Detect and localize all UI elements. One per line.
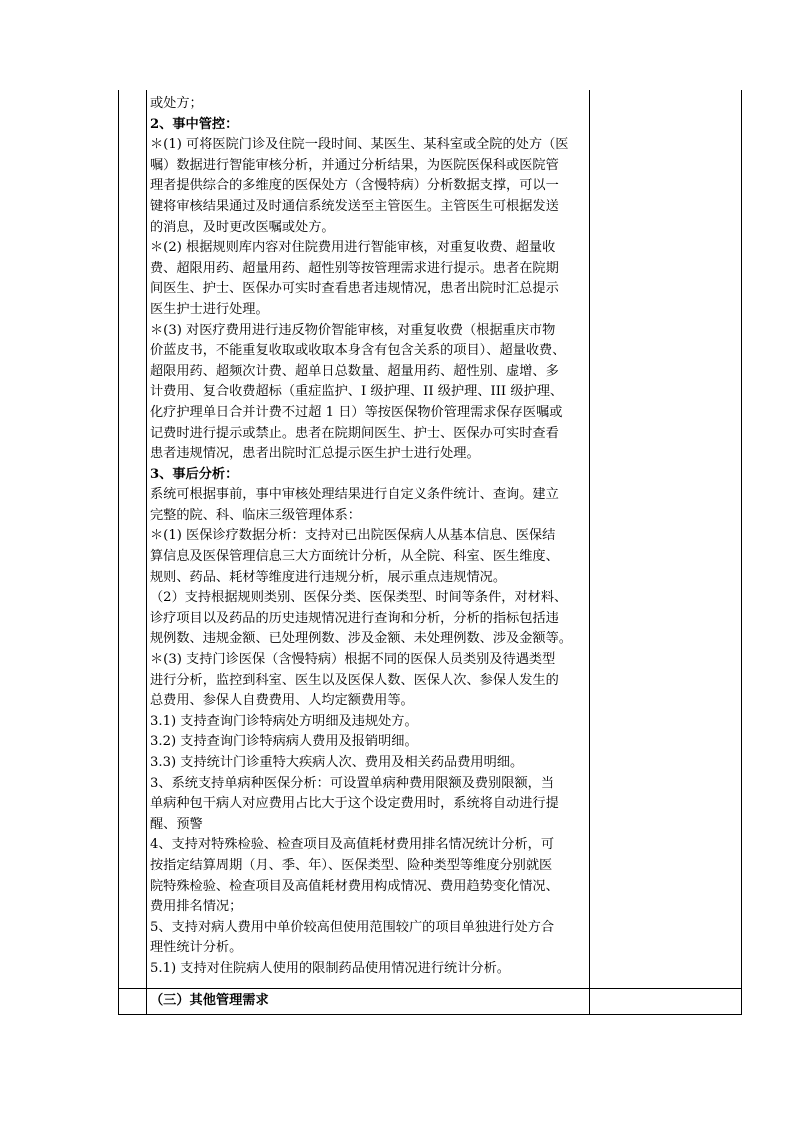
text-line: 醒、预警: [150, 816, 203, 832]
text-line: （2）支持根据规则类别、医保分类、医保类型、时间等条件，对材料、: [150, 590, 568, 606]
text-line: 费用排名情况；: [150, 899, 243, 915]
text-line: 诊疗项目以及药品的历史违规情况进行查询和分析，分析的指标包括违: [150, 610, 559, 626]
text-line: ＊(1) 医保诊疗数据分析：支持对已出院医保病人从基本信息、医保结: [150, 528, 556, 544]
text-line: 价蓝皮书，不能重复收取或收取本身含有包含关系的项目）、超量收费、: [150, 343, 566, 359]
text-line: 理性统计分析。: [150, 940, 243, 956]
text-line: 规例数、违规金额、已处理例数、涉及金额、未处理例数、涉及金额等。: [150, 631, 572, 647]
text-line: 的消息，及时更改医嘱或处方。: [150, 219, 335, 235]
text-line: ＊(1) 可将医院门诊及住院一段时间、某医生、某科室或全院的处方（医: [150, 137, 569, 153]
text-line: 化疗护理单日合并计费不过超 1 日）等按医保物价管理需求保存医嘱或: [150, 404, 563, 420]
text-line: 进行分析，监控到科室、医生以及医保人数、医保人次、参保人发生的: [150, 672, 559, 688]
text-line: 超限用药、超频次计费、超单日总数量、超量用药、超性别、虚增、多: [150, 363, 559, 379]
table-border-left: [118, 90, 119, 1015]
text-line: 或处方；: [150, 96, 203, 111]
text-line: 系统可根据事前，事中审核处理结果进行自定义条件统计、查询。建立: [150, 487, 559, 503]
text-line: 按指定结算周期（月、季、年）、医保类型、险种类型等维度分别就医: [150, 857, 553, 873]
table-column-divider-2: [589, 90, 590, 1015]
text-line: 规则、药品、耗材等维度进行违规分析，展示重点违规情况。: [150, 569, 507, 585]
text-line: 键将审核结果通过及时通信系统发送至主管医生。主管医生可根据发送: [150, 198, 559, 214]
text-line: 总费用、参保人自费费用、人均定额费用等。: [150, 693, 414, 709]
text-line: 4、支持对特殊检验、检查项目及高值耗材费用排名情况统计分析，可: [150, 837, 555, 853]
text-line: 计费用、复合收费超标（重症监护、I 级护理、II 级护理、III 级护理、: [150, 384, 564, 400]
text-line: 间医生、护士、医保办可实时查看患者违规情况，患者出院时汇总提示: [150, 281, 559, 297]
text-line: 费、超限用药、超量用药、超性别等按管理需求进行提示。患者在院期: [150, 260, 559, 276]
text-line: 记费时进行提示或禁止。患者在院期间医生、护士、医保办可实时查看: [150, 425, 559, 441]
text-line: 单病种包干病人对应费用占比大于这个设定费用时，系统将自动进行提: [150, 796, 559, 812]
text-line: 完整的院、科、临床三级管理体系：: [150, 507, 361, 523]
text-line: 5、支持对病人费用中单价较高但使用范围较广的项目单独进行处方合: [150, 919, 555, 935]
requirements-cell: [150, 94, 586, 980]
table-border-bottom: [118, 1014, 742, 1015]
subsection-heading: 2、事中管控：: [150, 116, 239, 132]
text-line: 院特殊检验、检查项目及高值耗材费用构成情况、费用趋势变化情况、: [150, 878, 559, 894]
table-border-right: [741, 90, 742, 1015]
table-column-divider-1: [146, 90, 147, 1015]
text-line: 3.3) 支持统计门诊重特大疾病人次、费用及相关药品费用明细。: [150, 755, 524, 770]
text-line: 患者违规情况，患者出院时汇总提示医生护士进行处理。: [150, 446, 480, 462]
text-line: 算信息及医保管理信息三大方面统计分析，从全院、科室、医生维度、: [150, 549, 559, 565]
section-heading: （三）其他管理需求: [150, 993, 269, 1008]
text-line: ＊(3) 对医疗费用进行违反物价智能审核，对重复收费（根据重庆市物: [150, 322, 556, 338]
text-line: 3、系统支持单病种医保分析：可设置单病种费用限额及费别限额，当: [150, 775, 555, 791]
text-line: 3.2) 支持查询门诊特病病人费用及报销明细。: [150, 734, 418, 750]
text-line: ＊(3) 支持门诊医保（含慢特病）根据不同的医保人员类别及待遇类型: [150, 652, 556, 668]
text-line: 3.1) 支持查询门诊特病处方明细及违规处方。: [150, 713, 418, 729]
table-row-divider: [118, 988, 742, 989]
text-line: 5.1) 支持对住院病人使用的限制药品使用情况进行统计分析。: [150, 960, 510, 976]
text-line: ＊(2) 根据规则库内容对住院费用进行智能审核，对重复收费、超量收: [150, 240, 556, 256]
text-line: 医生护士进行处理。: [150, 301, 269, 317]
text-line: 嘱）数据进行智能审核分析，并通过分析结果，为医院医保科或医院管: [150, 157, 559, 173]
subsection-heading: 3、事后分析：: [150, 466, 239, 482]
text-line: 理者提供综合的多维度的医保处方（含慢特病）分析数据支撑，可以一: [150, 178, 559, 194]
